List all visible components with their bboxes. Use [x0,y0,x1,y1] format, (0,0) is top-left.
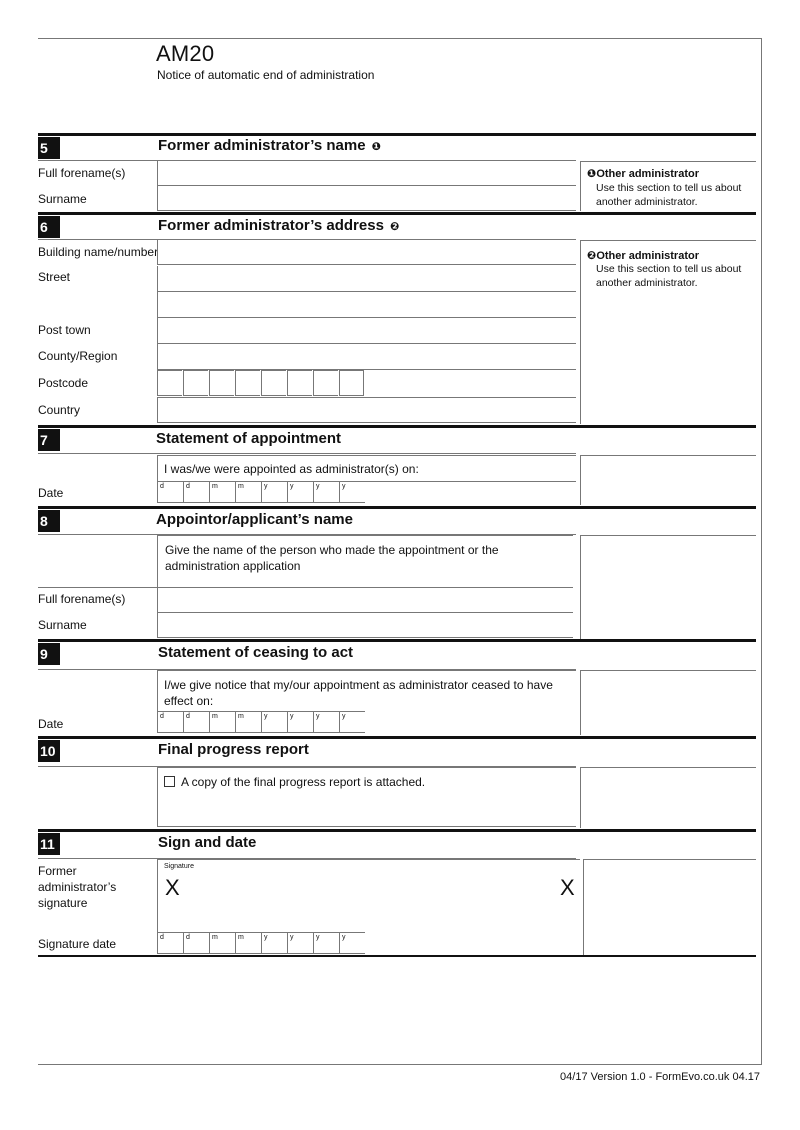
s6-county-field[interactable] [157,344,576,370]
section-11-bottom-rule [38,955,756,957]
section-10-title: Final progress report [158,741,309,758]
section-7-row-line [38,453,576,454]
note-2-icon: ❷ [390,221,400,233]
date-year-2[interactable]: y [287,711,313,733]
date-year-3[interactable]: y [313,932,339,954]
date-year-1[interactable]: y [261,481,287,503]
section-6-title [158,217,399,234]
date-day-2[interactable]: d [183,481,209,503]
date-day-2[interactable]: d [183,932,209,954]
section-11-title: Sign and date [158,834,257,851]
postcode-box[interactable] [183,370,208,396]
page-frame-bottom [38,1064,762,1065]
s6-street-field-2[interactable] [157,292,576,318]
section-8-rule [38,506,756,509]
postcode-box[interactable] [235,370,260,396]
s6-street-field-1[interactable] [157,266,576,292]
section-11-number: 11 [38,833,60,855]
s11-date-field[interactable] [157,932,365,954]
section-7-rule [38,425,756,428]
s8-side-box [580,535,756,639]
section-10-rule [38,736,756,739]
section-6-number: 6 [38,216,60,238]
form-title: Notice of automatic end of administration [157,68,375,82]
s7-side-box [580,455,756,505]
s5-side-note [580,161,756,211]
s5-forename-label: Full forename(s) [38,166,126,180]
section-5-title-text: Former administrator’s name [158,137,366,154]
date-year-2[interactable]: y [287,932,313,954]
section-9-title: Statement of ceasing to act [158,644,354,661]
s6-country-label: Country [38,403,81,417]
date-year-2[interactable]: y [287,481,313,503]
section-11-rule [38,829,756,832]
s5-surname-label: Surname [38,192,87,206]
s6-posttown-label: Post town [38,323,91,337]
s9-date-field[interactable] [157,711,365,733]
date-day-2[interactable]: d [183,711,209,733]
date-month-2[interactable]: m [235,932,261,954]
s5-surname-field[interactable] [157,186,576,211]
s6-building-label: Building name/number [38,245,159,259]
s9-date-label: Date [38,717,64,731]
section-7-title: Statement of appointment [156,430,342,447]
date-month-1[interactable]: m [209,932,235,954]
s11-signature-field[interactable] [157,859,580,932]
date-year-4[interactable]: y [339,711,365,733]
date-day-1[interactable]: d [157,711,183,733]
s7-statement: I was/we were appointed as administrator(s) on: [157,455,576,482]
s6-posttown-field[interactable] [157,318,576,344]
postcode-box[interactable] [313,370,338,396]
postcode-box[interactable] [261,370,286,396]
s6-side-head: ❷Other administrator [587,250,699,262]
date-month-1[interactable]: m [209,481,235,503]
note-1-icon: ❶ [371,141,382,153]
date-month-2[interactable]: m [235,711,261,733]
section-7-number: 7 [38,429,60,451]
s6-side-note [580,240,756,424]
page-frame-right [761,38,762,1064]
s11-date-label: Signature date [38,937,117,951]
section-9-rule [38,639,756,642]
section-6-title-text: Former administrator’s address [158,217,384,234]
s5-side-text: Use this section to tell us about another administrator. [596,182,742,208]
date-month-2[interactable]: m [235,481,261,503]
s6-postcode-boxes[interactable] [157,370,364,396]
s6-side-text: Use this section to tell us about another administrator. [596,263,742,289]
s8-surname-field[interactable] [157,613,573,638]
section-5-title [158,137,381,154]
section-10-number: 10 [38,740,60,762]
s10-checkbox-row[interactable] [157,767,576,827]
section-5-rule [38,133,756,136]
s7-date-label: Date [38,486,64,500]
s11-side-box [583,859,756,956]
s10-side-box [580,767,756,828]
date-year-3[interactable]: y [313,481,339,503]
s8-forename-field[interactable] [157,588,573,613]
signature-cross-left-icon: X [165,875,180,900]
final-report-checkbox[interactable] [164,776,175,787]
date-year-1[interactable]: y [261,932,287,954]
s8-forename-label: Full forename(s) [38,592,126,606]
signature-cross-right-icon: X [560,875,575,900]
date-day-1[interactable]: d [157,932,183,954]
s6-building-field[interactable] [157,240,576,265]
section-6-rule [38,212,756,215]
final-report-checkbox-label: A copy of the final progress report is attached. [181,775,426,789]
date-year-1[interactable]: y [261,711,287,733]
page-frame-top [38,38,762,39]
s5-forename-field[interactable] [157,161,576,186]
s9-side-box [580,670,756,735]
date-year-4[interactable]: y [339,932,365,954]
postcode-box[interactable] [339,370,364,396]
date-day-1[interactable]: d [157,481,183,503]
signature-caption: Signature [164,863,194,870]
section-5-number: 5 [38,137,60,159]
s7-date-field[interactable] [157,481,365,503]
postcode-box[interactable] [287,370,312,396]
postcode-box[interactable] [209,370,234,396]
s6-county-label: County/Region [38,349,118,363]
s8-surname-label: Surname [38,618,87,632]
section-8-number: 8 [38,510,60,532]
footer-version: 04/17 Version 1.0 - FormEvo.co.uk 04.17 [560,1071,760,1083]
date-year-3[interactable]: y [313,711,339,733]
s9-statement: I/we give notice that my/our appointment as administrator ceased to have effect on: [157,670,576,712]
s6-postcode-label: Postcode [38,376,89,390]
s6-street-label: Street [38,270,71,284]
s6-country-field[interactable] [157,397,576,423]
date-year-4[interactable]: y [339,481,365,503]
section-8-title: Appointor/applicant’s name [156,511,353,528]
date-month-1[interactable]: m [209,711,235,733]
form-code: AM20 [156,41,215,66]
s11-signature-label: Former administrator’s signature [38,864,117,910]
postcode-box[interactable] [157,370,182,396]
s5-side-head: ❶Other administrator [587,168,699,180]
s8-instruction: Give the name of the person who made the appointment or the administration application [157,535,573,587]
section-9-number: 9 [38,643,60,665]
